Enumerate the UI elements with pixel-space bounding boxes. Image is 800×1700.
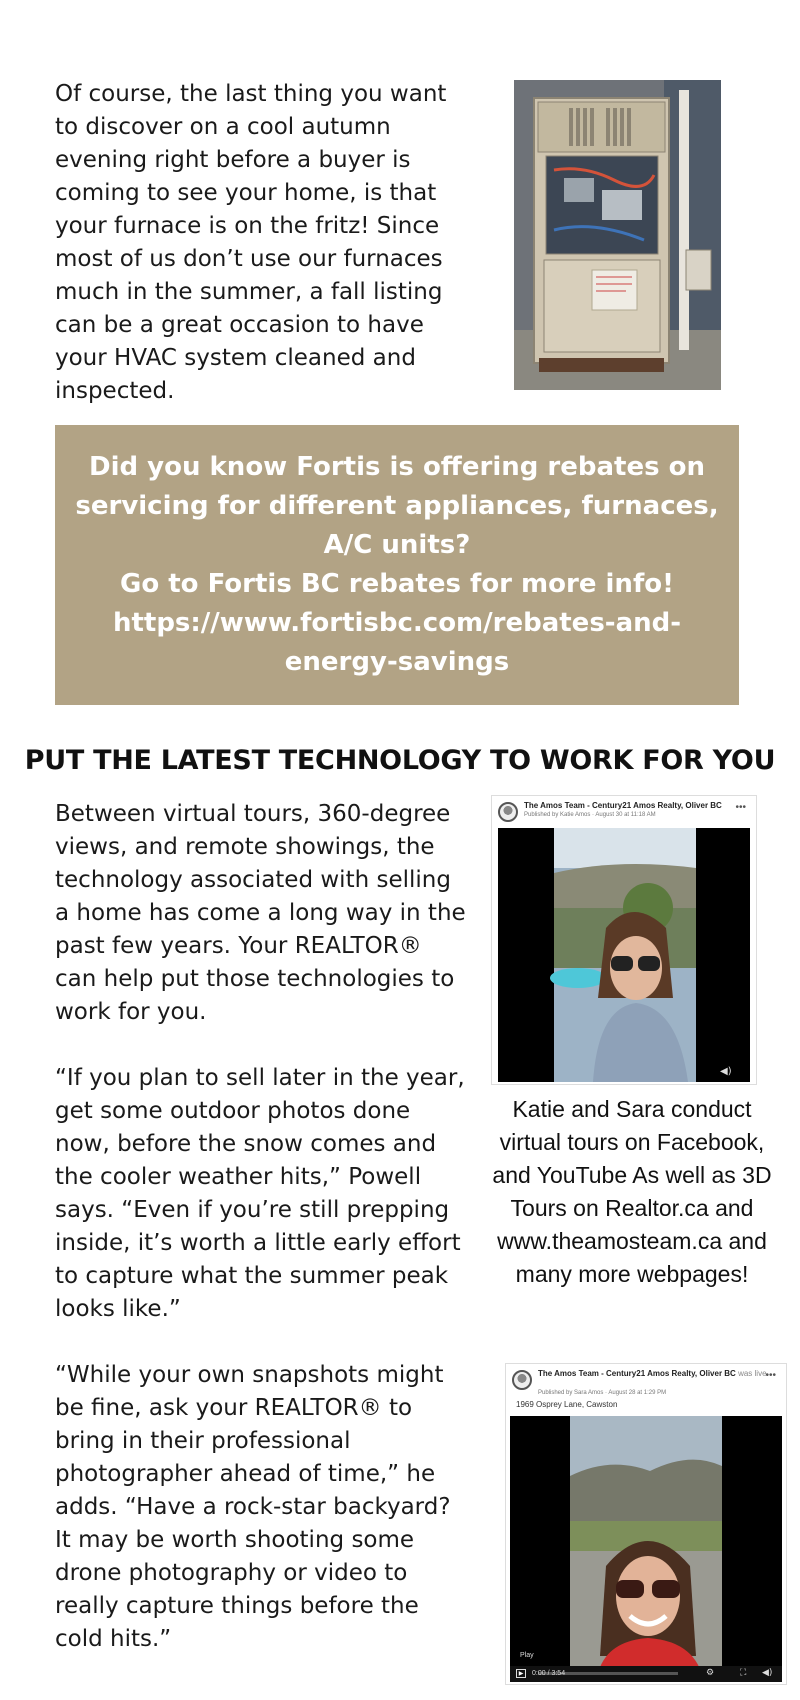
banner-line-fortis: Go to Fortis BC rebates for more info! (120, 569, 674, 599)
svg-text:◀): ◀) (720, 1066, 732, 1077)
furnace-image (514, 80, 721, 390)
video-player-1[interactable] (498, 828, 750, 1082)
video-frame-sara-icon (510, 1416, 782, 1682)
avatar (498, 802, 518, 822)
fb-date: August 28 at 1:29 PM (608, 1390, 667, 1396)
fb-live-status: was live. (738, 1369, 769, 1378)
volume-icon[interactable]: ◀) (762, 1668, 773, 1678)
fb-post-meta: Published by Sara Amos · August 28 at 1:29 PM (538, 1390, 667, 1396)
fullscreen-icon[interactable]: ⛶ (740, 1668, 747, 1678)
virtual-tour-caption: Katie and Sara conduct virtual tours on Facebook, and YouTube As well as 3D Tours on Realtor.ca and www.theamosteam.ca and many more webpages! (492, 1096, 772, 1287)
more-dots-icon[interactable]: ••• (765, 1370, 776, 1381)
fb-published-by: Published by Sara Amos (538, 1390, 604, 1396)
furnace-paragraph: Of course, the last thing you want to discover on a cool autumn evening right before a buyer is coming to see your home, is that your furnace is on the fritz! Since most of us don’t use our furnaces much in the summer, a fall listing can be a great occasion to have your HVAC system cleaned and inspected. (55, 81, 447, 404)
fb-page-name[interactable]: The Amos Team - Century21 Amos Realty, Oliver BC (524, 801, 722, 810)
avatar (512, 1370, 532, 1390)
tech-text-column (55, 798, 467, 1689)
fb-published-by: Published by Katie Amos (524, 812, 591, 818)
fb-address: 1969 Osprey Lane, Cawston (516, 1400, 618, 1409)
section-heading: PUT THE LATEST TECHNOLOGY TO WORK FOR YOU (24, 745, 776, 776)
play-icon[interactable]: ▶ (516, 1669, 526, 1678)
settings-icon[interactable]: ⚙ (706, 1668, 715, 1678)
fb-date: August 30 at 11:18 AM (595, 812, 656, 818)
tech-paragraph-1: Between virtual tours, 360-degree views, and remote showings, the technology associated with selling a home has come a long way in the past few years. Your REALTOR® can help put those technologies to work for you. (55, 801, 466, 1025)
fb-post-header (492, 796, 756, 826)
fb-page-name[interactable] (538, 1369, 769, 1378)
video-frame-katie-icon (498, 828, 750, 1082)
fb-post-meta: Published by Katie Amos · August 30 at 11:18 AM (524, 812, 656, 818)
rebate-banner (55, 425, 739, 705)
video-play-label: Play (520, 1652, 534, 1659)
facebook-post-1[interactable] (491, 795, 757, 1085)
more-dots-icon[interactable]: ••• (735, 802, 746, 813)
video-time: 0:00 / 3:54 (532, 1670, 566, 1677)
facebook-post-2[interactable] (505, 1363, 787, 1685)
tech-paragraph-3: “While your own snapshots might be fine, ask your REALTOR® to bring in their professional photographer ahead of time,” he adds. “Have a rock-star backyard? It may be worth shooting some drone photography or video to really capture things before the cold hits.” (55, 1362, 451, 1652)
furnace-photo-icon (514, 80, 721, 390)
banner-line-rebates: Did you know Fortis is offering rebates on servicing for different appliances, furnaces, A/C units? (75, 452, 719, 560)
fb-page-name-text[interactable]: The Amos Team - Century21 Amos Realty, Oliver BC (538, 1369, 736, 1378)
tech-paragraph-2: “If you plan to sell later in the year, get some outdoor photos done now, before the snow comes and the cooler weather hits,” Powell says. “Even if you’re still prepping inside, it’s worth a little early effort to capture what the summer peak looks like.” (55, 1065, 465, 1322)
video-player-2[interactable] (510, 1416, 782, 1682)
banner-link[interactable]: https://www.fortisbc.com/rebates-and-energy-savings (112, 608, 682, 677)
